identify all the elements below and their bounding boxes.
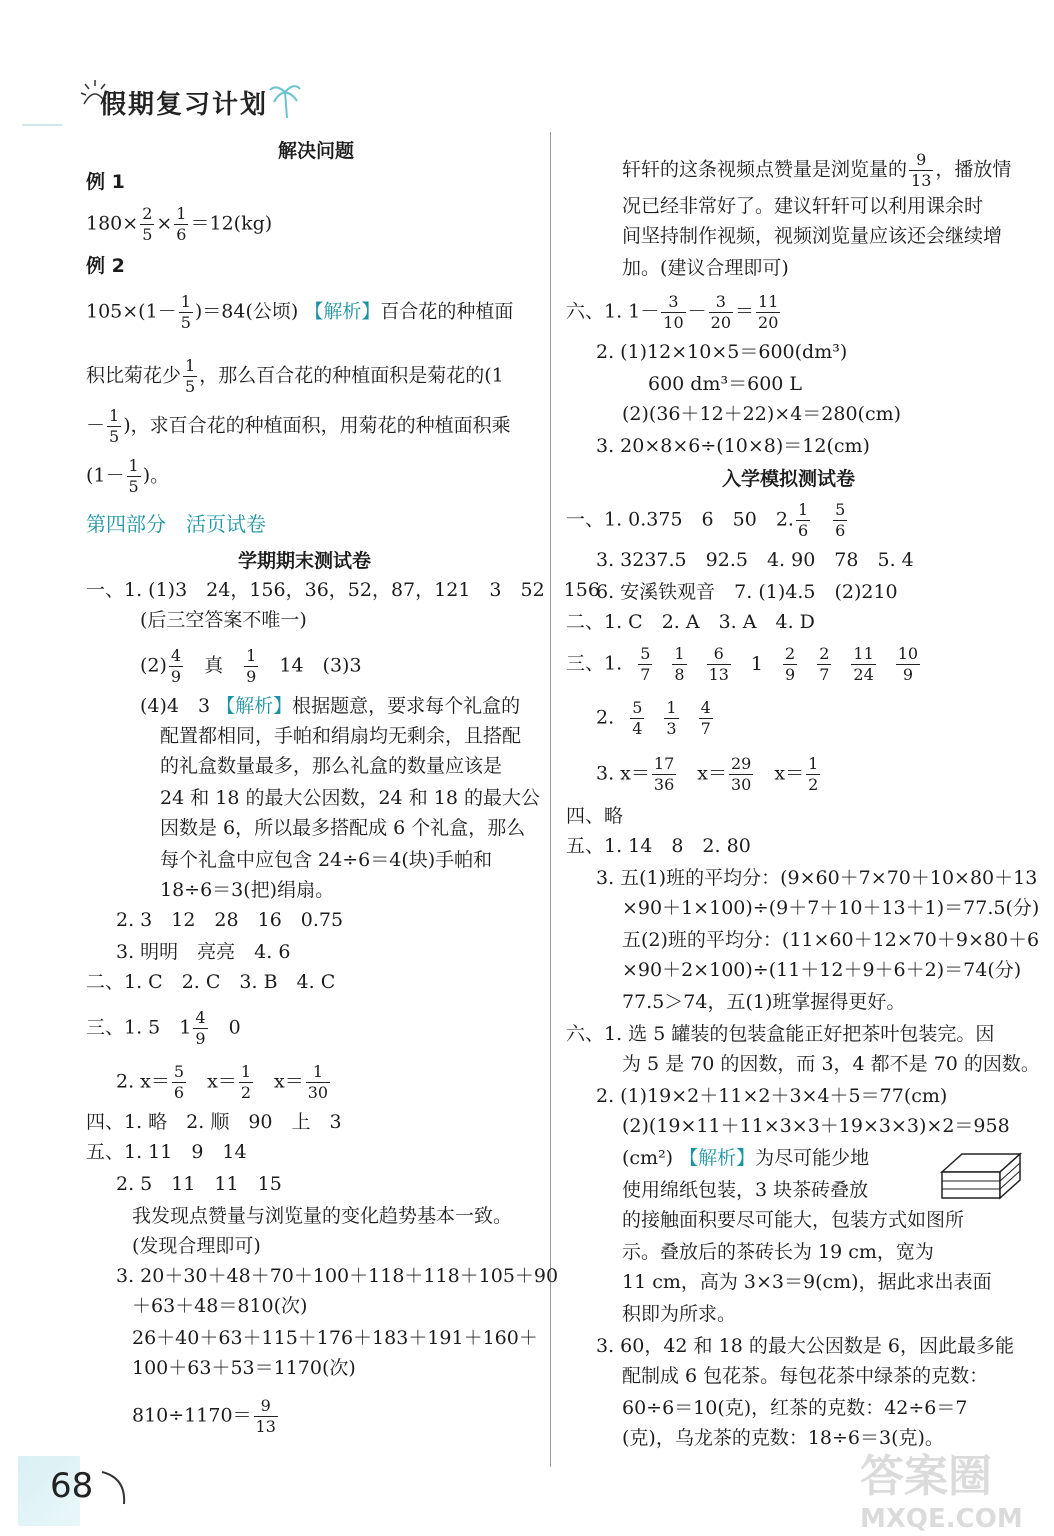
answer-line: 3. 20×8×6÷(10×8)＝12(cm) <box>596 435 870 457</box>
answer-line: 二、1. C 2. A 3. A 4. D <box>566 611 815 633</box>
header-title: 假期复习计划 <box>100 90 269 120</box>
fraction: $\frac{2}{9}$ <box>785 644 796 684</box>
answer-line: 配置都相同，手帕和绢扇均无剩余，且搭配 <box>160 725 522 747</box>
answer-line: 6. 安溪铁观音 7. (1)4.5 (2)210 <box>596 581 898 603</box>
answer-line: 二、1. C 2. C 3. B 4. C <box>86 971 336 993</box>
answer-line: 一、1. (1)3 24，156，36，52，87，121 3 52 156 <box>86 579 600 601</box>
answer-line: 2. (1)12×10×5＝600(dm³) <box>596 341 848 363</box>
answer-line: 一、1. 0.375 6 50 2. $\frac{1}{6}$ $\frac{5}{6}$ <box>566 500 846 540</box>
example-1-solution: 180× $\frac{2}{5}$ × $\frac{1}{6}$ ＝12(kg) <box>86 204 273 244</box>
answer-line: 77.5＞74，五(1)班掌握得更好。 <box>622 991 906 1013</box>
answer-line: 24 和 18 的最大公因数，24 和 18 的最大公 <box>160 787 540 809</box>
answer-line: 100＋63＋53＝1170(次) <box>132 1357 356 1379</box>
header-underline <box>22 124 62 126</box>
answer-line: 五(2)班的平均分：(11×60＋12×70＋9×80＋6 <box>622 929 1040 951</box>
answer-line: 2. (1)19×2＋11×2＋3×4＋5＝77(cm) <box>596 1085 948 1107</box>
answer-line: (2)(36＋12＋22)×4＝280(cm) <box>622 403 902 425</box>
answer-line: 加。(建议合理即可) <box>622 257 789 279</box>
page-number: 68 <box>50 1466 94 1506</box>
example-2-explain-line2: 积比菊花少 $\frac{1}{5}$ ，那么百合花的种植面积是菊花的(1 <box>86 356 504 396</box>
answer-line-fractions: 三、1. $\frac{5}{7}$ $\frac{1}{8}$ $\frac{6}{13}$ 1 $\frac{2}{9}$ $\frac{2}{7}$ $\frac{11}{24}$ $\frac{10}{9}$ <box>566 644 919 684</box>
answer-line: 11 cm，高为 3×3＝9(cm)，据此求出表面 <box>622 1271 992 1293</box>
fraction: $\frac{10}{9}$ <box>897 644 919 684</box>
answer-line: 810÷1170＝ $\frac{9}{13}$ <box>132 1396 276 1436</box>
answer-line: ×90＋2×100)÷(11＋12＋9＋6＋2)＝74(分) <box>622 959 1022 981</box>
answer-line: 我发现点赞量与浏览量的变化趋势基本一致。 <box>132 1205 513 1227</box>
answer-line: 六、1. 1－ $\frac{3}{10}$ － $\frac{3}{20}$ ＝ $\frac{11}{20}$ <box>566 292 779 332</box>
part-four-heading: 第四部分 活页试卷 <box>86 512 266 536</box>
fraction: $\frac{5}{7}$ <box>640 644 651 684</box>
answer-line: 使用绵纸包装，3 块茶砖叠放 <box>622 1179 869 1201</box>
stacked-tea-bricks-figure <box>940 1148 1022 1202</box>
answer-line: (cm²) 【解析】为尽可能少地 <box>622 1147 870 1169</box>
fraction: $\frac{2}{7}$ <box>819 644 830 684</box>
answer-line: (4)4 3 【解析】根据题意，要求每个礼盒的 <box>140 695 521 717</box>
answer-line: 为 5 是 70 的因数，而 3，4 都不是 70 的因数。 <box>622 1053 1040 1075</box>
example-2-explain-line4: (1－ $\frac{1}{5}$ )。 <box>86 456 170 496</box>
answer-line: (2)(19×11＋11×3×3＋19×3×3)×2＝958 <box>622 1115 1010 1137</box>
answer-line: 每个礼盒中应包含 24÷6＝4(块)手帕和 <box>160 849 493 871</box>
answer-line: 2. 3 12 28 16 0.75 <box>116 909 344 931</box>
section-title: 解决问题 <box>278 140 355 162</box>
answer-line: 四、略 <box>566 805 624 827</box>
answer-line: 五、1. 11 9 14 <box>86 1141 247 1163</box>
answer-line: 三、1. 5 1 $\frac{4}{9}$ 0 <box>86 1008 241 1048</box>
answer-line: ×90＋1×100)÷(9＋7＋10＋13＋1)＝77.5(分) <box>622 897 1040 919</box>
answer-line: 2. 5 11 11 15 <box>116 1173 282 1195</box>
answer-line: 3. 60，42 和 18 的最大公因数是 6，因此最多能 <box>596 1335 1014 1357</box>
answer-line: (发现合理即可) <box>132 1235 261 1257</box>
answer-line: 2. x＝ $\frac{5}{6}$ x＝ $\frac{1}{2}$ x＝ $\frac{1}{30}$ <box>116 1062 329 1102</box>
answer-line: 18÷6＝3(把)绢扇。 <box>160 879 335 901</box>
answer-line: 60÷6＝10(克)，红茶的克数：42÷6＝7 <box>622 1397 968 1419</box>
answer-line: 3. 20＋30＋48＋70＋100＋118＋118＋105＋90 <box>116 1265 559 1287</box>
answer-line: 的接触面积要尽可能大，包装方式如图所 <box>622 1209 965 1231</box>
answer-line: 配制成 6 包花茶。每包花茶中绿茶的克数： <box>622 1365 989 1387</box>
fraction: $\frac{11}{24}$ <box>853 644 874 684</box>
answer-line: (后三空答案不唯一) <box>140 609 307 631</box>
answer-line: 五、1. 14 8 2. 80 <box>566 835 751 857</box>
answer-line: 3. x＝ $\frac{17}{36}$ x＝ $\frac{29}{30}$ x＝ $\frac{1}{2}$ <box>596 754 819 794</box>
answer-line: 间坚持制作视频，视频浏览量应该还会继续增 <box>622 225 1003 247</box>
answer-line: (2) $\frac{4}{9}$ 真 $\frac{1}{9}$ 14 (3)3 <box>140 646 362 686</box>
fraction: $\frac{5}{4}$ <box>632 698 643 738</box>
answer-line: 因数是 6，所以最多搭配成 6 个礼盒，那么 <box>160 817 526 839</box>
watermark-logo: 答案圈 <box>860 1451 992 1502</box>
page-corner-swirl-icon <box>100 1468 130 1508</box>
exam-title-entrance: 入学模拟测试卷 <box>722 468 856 490</box>
example-2-label: 例 2 <box>86 255 125 277</box>
answer-line-fractions: 2. $\frac{5}{4}$ $\frac{1}{3}$ $\frac{4}{7}$ <box>596 698 711 738</box>
fraction: $\frac{1}{3}$ <box>666 698 677 738</box>
example-2-solution: 105×(1－ $\frac{1}{5}$ )＝84(公顷) 【解析】百合花的种植面 <box>86 292 514 332</box>
watermark <box>860 1440 1050 1536</box>
answer-line: 26＋40＋63＋115＋176＋183＋191＋160＋ <box>132 1327 538 1349</box>
fraction: $\frac{1}{8}$ <box>674 644 685 684</box>
answer-line: 3. 五(1)班的平均分：(9×60＋7×70＋10×80＋13 <box>596 867 1038 889</box>
fraction-whole: 1 <box>750 652 764 675</box>
exam-title-final: 学期期末测试卷 <box>238 550 372 572</box>
answer-line: 的礼盒数量最多，那么礼盒的数量应该是 <box>160 755 503 777</box>
fraction: $\frac{6}{13}$ <box>708 644 729 684</box>
answer-line: 示。叠放后的茶砖长为 19 cm，宽为 <box>622 1241 934 1263</box>
example-2-explain-line3: － $\frac{1}{5}$ )，求百合花的种植面积，用菊花的种植面积乘 <box>86 406 511 446</box>
fraction: $\frac{4}{7}$ <box>700 698 711 738</box>
answer-line: ＋63＋48＝810(次) <box>132 1295 308 1317</box>
answer-line: 四、1. 略 2. 顺 90 上 3 <box>86 1111 342 1133</box>
answer-line: (克)，乌龙茶的克数：18÷6＝3(克)。 <box>622 1427 944 1449</box>
answer-line: 积即为所求。 <box>622 1303 737 1325</box>
answer-line: 轩轩的这条视频点赞量是浏览量的 $\frac{9}{13}$ ，播放情 <box>622 150 1012 190</box>
answer-line: 3. 明明 亮亮 4. 6 <box>116 941 291 963</box>
example-1-label: 例 1 <box>86 171 125 193</box>
answer-line: 六、1. 选 5 罐装的包装盒能正好把茶叶包装完。因 <box>566 1023 995 1045</box>
palm-tree-icon <box>268 80 302 120</box>
watermark-url: MXQE.COM <box>860 1504 1023 1534</box>
answer-line: 况已经非常好了。建议轩轩可以利用课余时 <box>622 195 984 217</box>
answer-line: 600 dm³＝600 L <box>648 373 803 395</box>
answer-line: 3. 3237.5 92.5 4. 90 78 5. 4 <box>596 549 914 571</box>
